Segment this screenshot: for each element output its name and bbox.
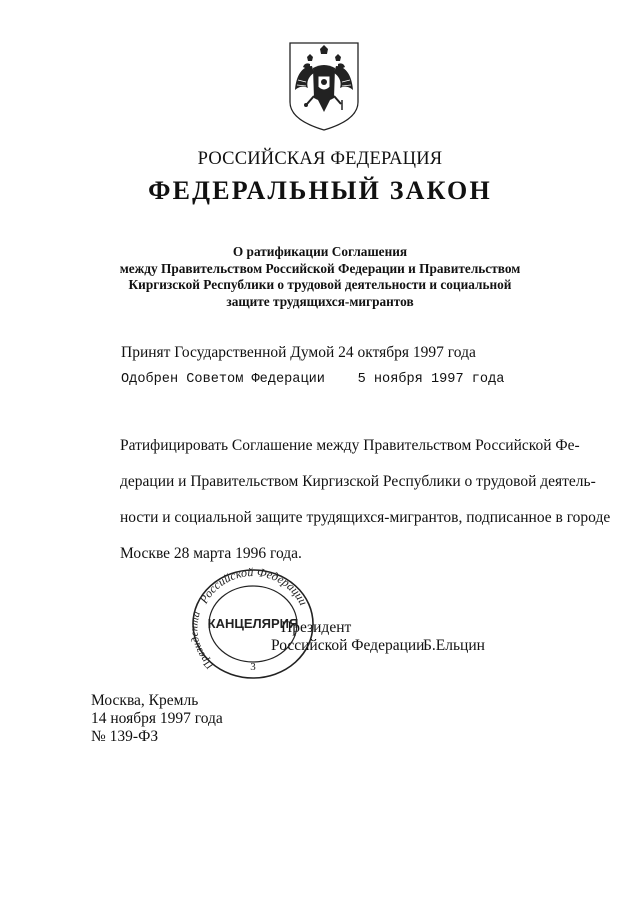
seal-center-text: КАНЦЕЛЯРИЯ xyxy=(207,616,299,631)
seal-ring-top-text: Российской Федерации xyxy=(196,566,311,608)
subject-line: О ратификации Соглашения xyxy=(232,244,408,259)
body-line: ности и социальной защите трудящихся-мигрантов, подписанное в городе xyxy=(120,509,611,526)
adoption-statement: Принят Государственной Думой 24 октября 1997 года xyxy=(121,344,476,361)
russian-coat-of-arms-emblem xyxy=(287,40,361,132)
law-body-paragraph xyxy=(120,428,611,572)
signatory-title-line: Президент xyxy=(281,619,352,636)
subject-line: между Правительством Российской Федерации и Правительством xyxy=(119,260,521,276)
seal-stamp-icon xyxy=(187,566,319,682)
body-line: дерации и Правительством Киргизской Республики о трудовой деятель- xyxy=(120,473,596,490)
seal-ring-left-text: Президента xyxy=(188,609,217,672)
document-footer xyxy=(91,692,223,746)
law-subject xyxy=(90,244,550,310)
document-type-title: ФЕДЕРАЛЬНЫЙ ЗАКОН xyxy=(148,176,492,205)
approval-statement: Одобрен Советом Федерации 5 ноября 1997 года xyxy=(121,372,505,387)
body-line: Ратифицировать Соглашение между Правительством Российской Фе- xyxy=(120,437,580,454)
signatory-title-line: Российской Федерации xyxy=(271,637,425,654)
svg-text:Российской Федерации xyxy=(196,566,311,608)
office-seal-stamp xyxy=(187,566,319,682)
double-headed-eagle-icon xyxy=(287,40,361,132)
signing-date: 14 ноября 1997 года xyxy=(91,710,223,727)
country-heading: РОССИЙСКАЯ ФЕДЕРАЦИЯ xyxy=(197,149,443,169)
law-number: № 139-ФЗ xyxy=(91,728,159,745)
subject-line: Киргизской Республики о трудовой деятельности и социальной xyxy=(128,277,512,292)
body-line: Москве 28 марта 1996 года. xyxy=(120,545,302,562)
signing-place: Москва, Кремль xyxy=(91,692,199,709)
subject-line: защите трудящихся-мигрантов xyxy=(226,293,414,309)
seal-number: 3 xyxy=(250,661,256,673)
signatory-name: Б.Ельцин xyxy=(423,637,485,654)
